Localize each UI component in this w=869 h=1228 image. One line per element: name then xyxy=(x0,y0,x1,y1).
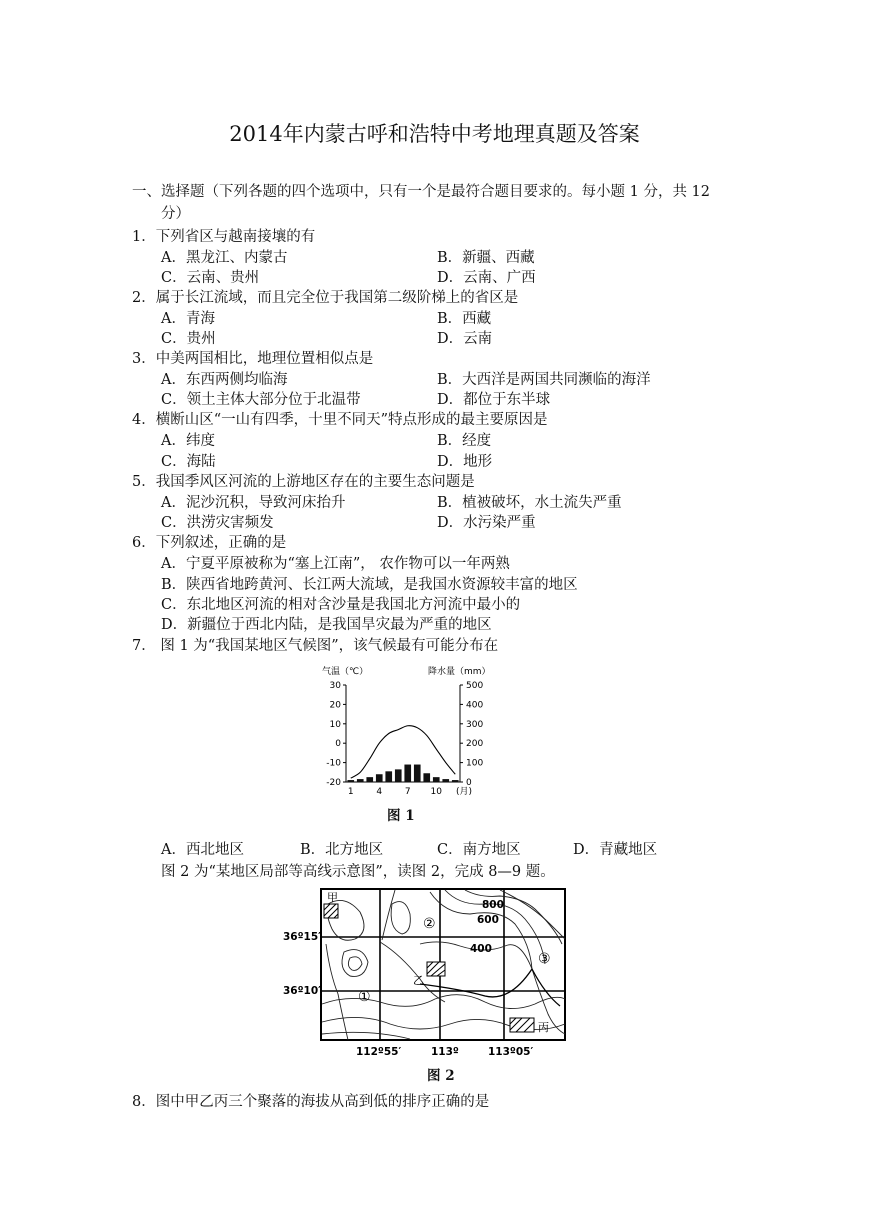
option-c: C．洪涝灾害频发 xyxy=(161,515,274,531)
place-label: 乙 xyxy=(413,974,424,987)
lat-label: 36º10′ xyxy=(283,985,321,997)
place-label: 甲 xyxy=(327,891,338,904)
precip-tick-label: 200 xyxy=(466,739,484,750)
option-c: C．海陆 xyxy=(161,454,216,470)
lon-label: 113º05′ xyxy=(488,1046,534,1058)
question-stem: 5．我国季风区河流的上游地区存在的主要生态问题是 xyxy=(132,474,475,490)
temp-tick-label: 30 xyxy=(329,681,341,691)
month-tick-label: 1 xyxy=(347,787,354,797)
precip-bar xyxy=(347,780,354,782)
point-label: ③ xyxy=(538,951,551,967)
figure-2-caption: 图 2 xyxy=(427,1068,455,1084)
contour-map xyxy=(270,884,580,1062)
month-unit-label: (月) xyxy=(456,787,473,797)
contour-label: 400 xyxy=(470,943,492,955)
temp-axis-label: 气温（℃） xyxy=(322,667,369,677)
precip-axis-label: 降水量（mm） xyxy=(428,667,491,677)
question-stem: 1．下列省区与越南接壤的有 xyxy=(132,229,316,245)
option-d: D．都位于东半球 xyxy=(437,392,551,408)
lon-label: 113º xyxy=(431,1046,459,1058)
option-b: B．北方地区 xyxy=(300,842,384,858)
option-c: C．东北地区河流的相对含沙量是我国北方河流中最小的 xyxy=(161,597,521,613)
option-d: D．云南 xyxy=(437,331,493,347)
option-a: A．青海 xyxy=(161,311,215,327)
option-a: A．宁夏平原被称为“塞上江南”， 农作物可以一年两熟 xyxy=(161,556,510,572)
question-stem: 2．属于长江流域，而且完全位于我国第二级阶梯上的省区是 xyxy=(132,290,519,306)
month-tick-label: 4 xyxy=(376,787,383,797)
option-c: C．云南、贵州 xyxy=(161,270,260,286)
option-d: D．新疆位于西北内陆，是我国旱灾最为严重的地区 xyxy=(161,617,492,633)
question-stem: 8．图中甲乙丙三个聚落的海拔从高到低的排序正确的是 xyxy=(132,1094,490,1110)
option-d: D．地形 xyxy=(437,454,493,470)
precip-bar xyxy=(376,774,383,782)
option-a: A．黑龙江、内蒙古 xyxy=(161,250,288,266)
temp-tick-label: 0 xyxy=(335,739,341,750)
option-b: B．大西洋是两国共同濒临的海洋 xyxy=(437,372,651,388)
precip-bar xyxy=(395,769,402,782)
precip-bar xyxy=(366,777,373,782)
precip-tick-label: 400 xyxy=(466,700,484,711)
point-label: ② xyxy=(423,916,436,932)
option-a: A．泥沙沉积，导致河床抬升 xyxy=(161,495,346,511)
option-c: C．南方地区 xyxy=(437,842,521,858)
month-tick-label: 10 xyxy=(430,787,442,797)
precip-bar xyxy=(442,779,449,782)
option-b: B．陕西省地跨黄河、长江两大流域，是我国水资源较丰富的地区 xyxy=(161,577,578,593)
point-label: ① xyxy=(358,989,371,1005)
question-stem: 6．下列叙述，正确的是 xyxy=(132,535,287,551)
option-a: A．西北地区 xyxy=(161,842,244,858)
option-b: B．植被破坏，水土流失严重 xyxy=(437,495,622,511)
temp-tick-label: -20 xyxy=(326,778,341,788)
precip-tick-label: 100 xyxy=(466,758,484,769)
settlement-yi xyxy=(427,962,445,976)
option-a: A．东西两侧均临海 xyxy=(161,372,288,388)
lon-label: 112º55′ xyxy=(356,1046,402,1058)
question-stem: 4．横断山区“一山有四季，十里不同天”特点形成的最主要原因是 xyxy=(132,412,548,428)
settlement-bing xyxy=(510,1018,534,1032)
climate-chart xyxy=(310,660,510,800)
option-b: B．经度 xyxy=(437,433,492,449)
option-d: D．青藏地区 xyxy=(573,842,658,858)
option-a: A．纬度 xyxy=(161,433,215,449)
precip-bar xyxy=(414,765,421,782)
precip-bar xyxy=(452,780,459,782)
option-b: B．西藏 xyxy=(437,311,492,327)
precip-bar xyxy=(385,771,392,782)
precip-bar xyxy=(404,765,411,782)
option-b: B．新疆、西藏 xyxy=(437,250,535,266)
question-stem: 3．中美两国相比，地理位置相似点是 xyxy=(132,351,374,367)
place-label: 丙 xyxy=(538,1021,549,1034)
figure-1-caption: 图 1 xyxy=(387,808,415,824)
temp-tick-label: 10 xyxy=(329,719,341,730)
precip-bar xyxy=(357,779,364,782)
precip-bar xyxy=(433,777,440,782)
temp-tick-label: -10 xyxy=(326,758,341,769)
page-title: 2014年内蒙古呼和浩特中考地理真题及答案 xyxy=(229,122,640,146)
precip-tick-label: 0 xyxy=(466,778,472,788)
contour-label: 800 xyxy=(482,899,504,911)
precip-tick-label: 300 xyxy=(466,719,484,730)
option-c: C．贵州 xyxy=(161,331,216,347)
question-stem: 7． 图 1 为“我国某地区气候图”，该气候最有可能分布在 xyxy=(132,638,499,654)
settlement-jia xyxy=(324,904,338,918)
option-d: D．水污染严重 xyxy=(437,515,536,531)
month-tick-label: 7 xyxy=(404,787,411,797)
lat-label: 36º15′ xyxy=(283,931,321,943)
option-d: D．云南、广西 xyxy=(437,270,536,286)
option-c: C．领土主体大部分位于北温带 xyxy=(161,392,361,408)
contour-label: 600 xyxy=(477,914,499,926)
temp-tick-label: 20 xyxy=(329,700,341,711)
figure-2-intro: 图 2 为“某地区局部等高线示意图”，读图 2，完成 8—9 题。 xyxy=(161,864,555,880)
precip-bar xyxy=(423,773,430,782)
temperature-curve xyxy=(351,726,456,778)
section-heading-line1: 一、选择题（下列各题的四个选项中，只有一个是最符合题目要求的。每小题 1 分，共 12 xyxy=(132,184,710,200)
section-heading-line2: 分） xyxy=(161,206,190,222)
precip-tick-label: 500 xyxy=(466,681,484,691)
